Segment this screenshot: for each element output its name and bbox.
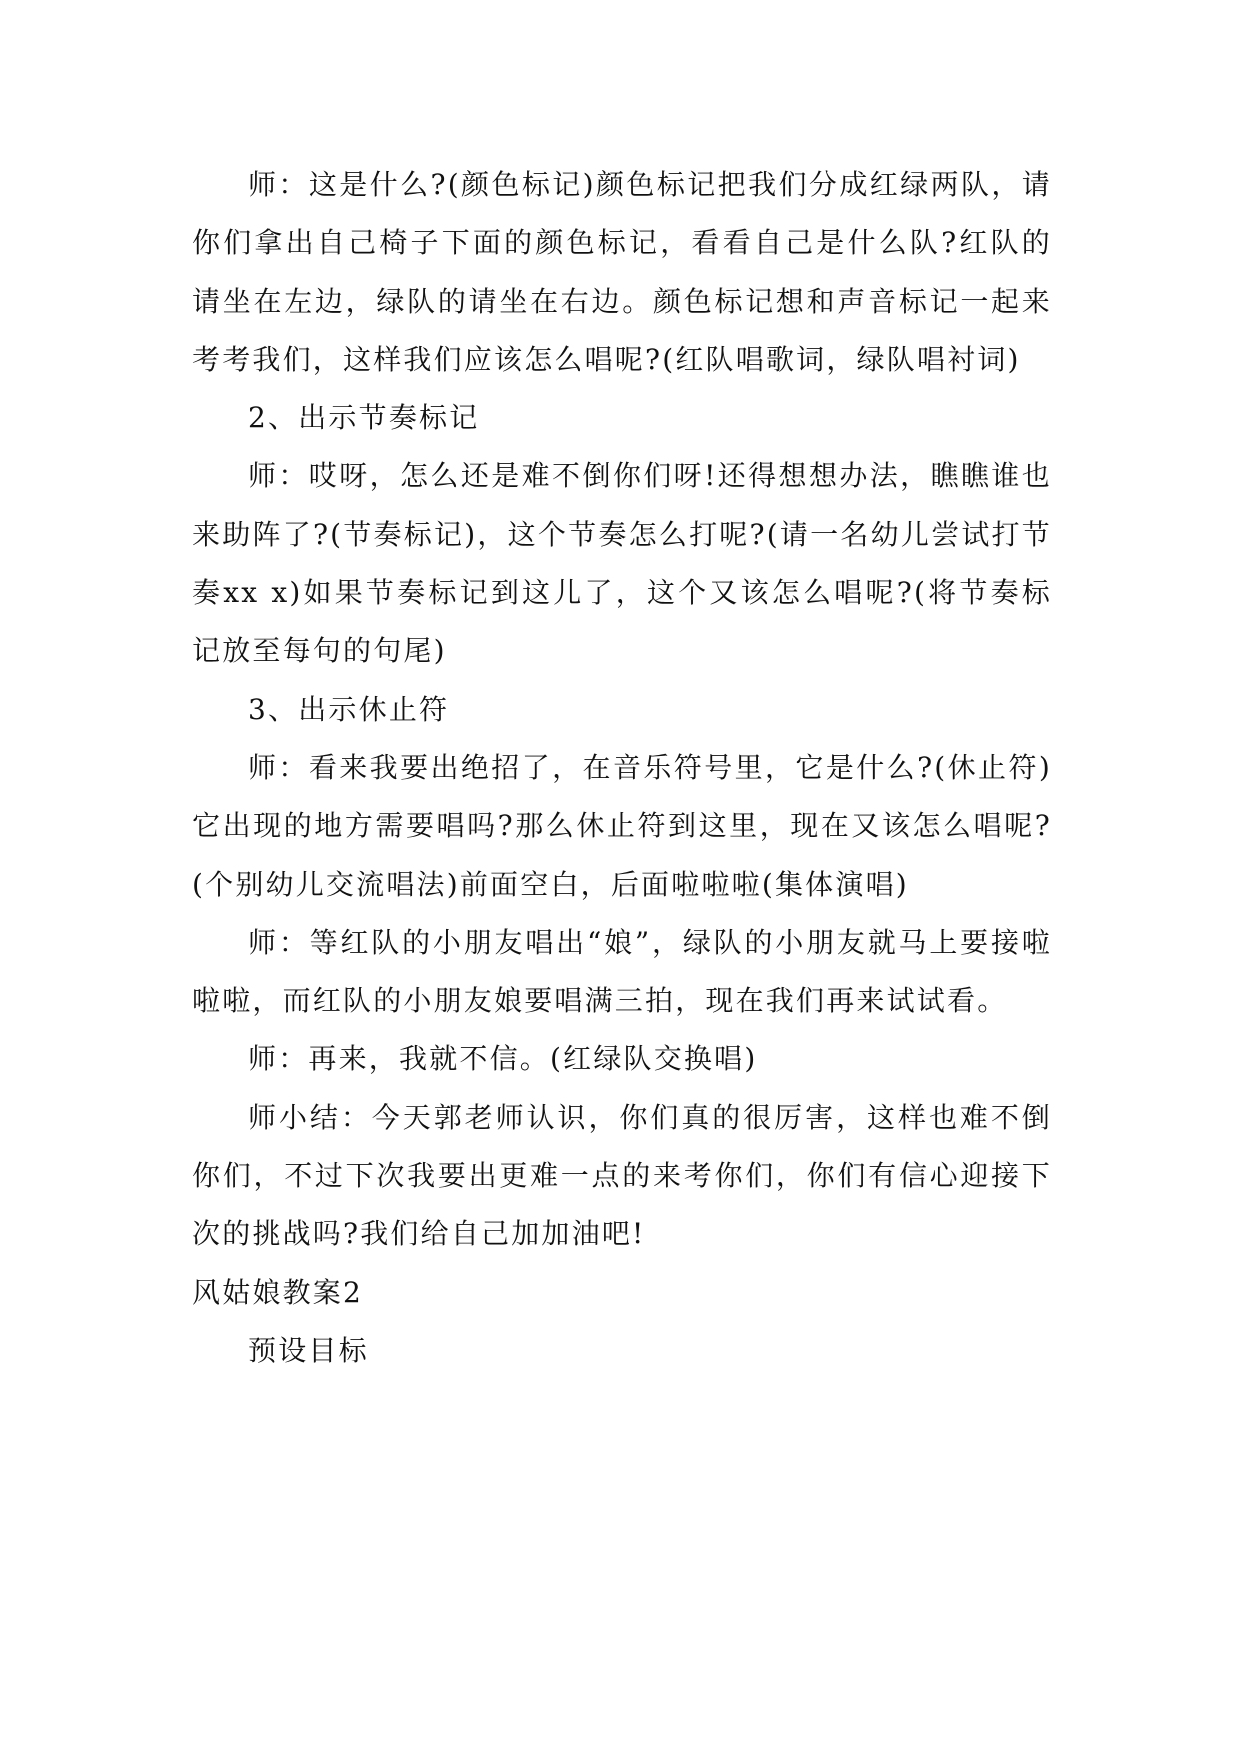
paragraph-swap-singing: 师：再来，我就不信。(红绿队交换唱) [248,1042,758,1076]
paragraph-color-marks: 师：这是什么?(颜色标记)颜色标记把我们分成红绿两队，请你们拿出自己椅子下面的颜色标记，看看自己是什么队?红队的请坐在左边，绿队的请坐在右边。颜色标记想和声音标记一起来考考我们，这样我们应该怎么唱呢?(红队唱歌词，绿队唱衬词) [192,168,1052,376]
heading-rest-symbol: 3、出示休止符 [248,692,450,726]
section-title: 风姑娘教案2 [192,1275,364,1309]
paragraph-rhythm-marks: 师：哎呀，怎么还是难不倒你们呀!还得想想办法，瞧瞧谁也来助阵了?(节奏标记)，这个节奏怎么打呢?(请一名幼儿尝试打节奏xx x)如果节奏标记到这儿了，这个又该怎么唱呢?(将节奏标记放至每句的句尾) [192,459,1052,668]
paragraph-teacher-summary: 师小结：今天郭老师认识，你们真的很厉害，这样也难不倒你们，不过下次我要出更难一点的来考你们，你们有信心迎接下次的挑战吗?我们给自己加加油吧! [192,1100,1052,1251]
document-body [192,156,1052,1380]
paragraph-rest-symbol: 师：看来我要出绝招了，在音乐符号里，它是什么?(休止符)它出现的地方需要唱吗?那么休止符到这里，现在又该怎么唱呢?(个别幼儿交流唱法)前面空白，后面啦啦啦(集体演唱) [192,750,1052,901]
heading-rhythm-marks: 2、出示节奏标记 [248,401,480,435]
subheading-preset-goals: 预设目标 [248,1333,369,1367]
paragraph-red-green-teams: 师：等红队的小朋友唱出“娘”，绿队的小朋友就马上要接啦啦啦，而红队的小朋友娘要唱满三拍，现在我们再来试试看。 [192,925,1052,1018]
